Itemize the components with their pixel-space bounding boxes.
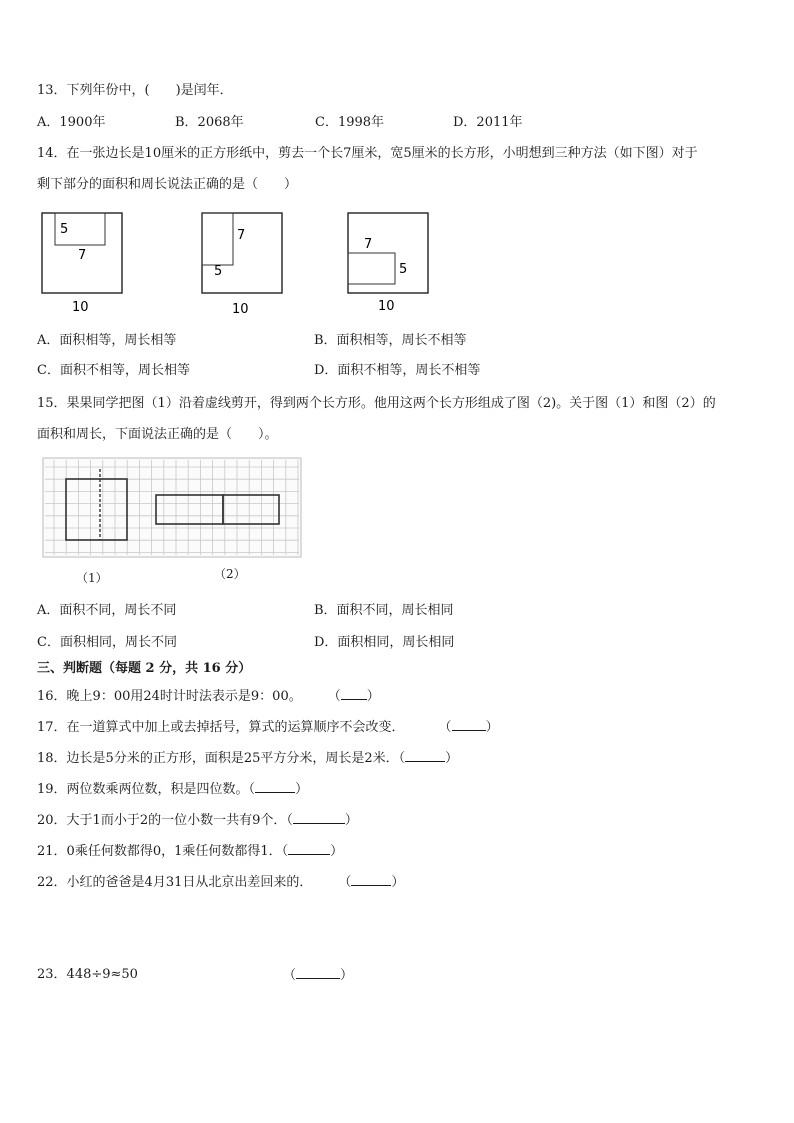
section-3-title: 三、判断题（每题 2 分，共 16 分） [37,661,252,676]
q18-text: 18．边长是5分米的正方形，面积是25平方分米，周长是2米． [37,751,399,766]
q16-answer-blank[interactable] [341,687,367,700]
fig1-label-width: 5 [60,222,69,237]
q22-answer-blank[interactable] [351,873,391,886]
q19-text: 19．两位数乘两位数，积是四位数。 [37,782,249,797]
q14-figures [30,205,490,325]
q21: 21．0乘任何数都得0，1乘任何数都得1．（ ） [37,844,344,859]
q19-answer-blank[interactable] [255,780,295,793]
q15-stem-line1: 15．果果同学把图（1）沿着虚线剪开，得到两个长方形。他用这两个长方形组成了图（2)。关于图（1）和图（2）的 [37,396,716,411]
fig1-label-length: 7 [78,248,87,263]
q13-option-a[interactable]: A．1900年 [37,115,106,130]
q23-answer-blank[interactable] [296,966,340,979]
q18-answer-blank[interactable] [405,749,445,762]
q14-figure-1 [42,213,122,315]
q15-grid-figure [42,455,304,559]
q17: 17．在一道算式中加上或去掉括号，算式的运算顺序不会改变． （ ） [37,720,499,735]
q23-answer: （ ） [283,968,354,983]
fig3-label-side: 10 [378,299,395,314]
q14-figure-2 [202,213,282,317]
q13-option-c[interactable]: C．1998年 [315,115,385,130]
q15-option-c[interactable]: C．面积相同，周长不同 [37,635,177,650]
q13-option-b[interactable]: B．2068年 [175,115,244,130]
fig3-label-length: 7 [364,237,373,252]
q15-stem-line2: 面积和周长，下面说法正确的是（ ）。 [37,427,278,442]
fig2-label-length: 7 [237,228,246,243]
q17-text: 17．在一道算式中加上或去掉括号，算式的运算顺序不会改变． [37,720,405,735]
q13-option-d[interactable]: D．2011年 [453,115,523,130]
fig3-label-width: 5 [399,262,408,277]
q15-option-a[interactable]: A．面积不同，周长不同 [37,603,177,618]
q14-option-d[interactable]: D．面积不相等，周长不相等 [314,363,481,378]
q22-text: 22．小红的爸爸是4月31日从北京出差回来的． [37,875,313,890]
q23-text: 23．448÷9≈50 [37,967,138,982]
q15-option-d[interactable]: D．面积相同，周长相同 [314,635,455,650]
fig1-label-side: 10 [72,300,89,315]
q16: 16．晚上9：00用24时计时法表示是9：00。 （ ） [37,689,380,704]
q14-figure-3 [348,213,428,314]
q15-caption-1: （1） [76,571,108,585]
q14-option-a[interactable]: A．面积相等，周长相等 [37,333,177,348]
q15-option-b[interactable]: B．面积不同，周长相同 [314,603,454,618]
q14-stem-line2: 剩下部分的面积和周长说法正确的是（ ） [37,177,298,192]
q14-option-b[interactable]: B．面积相等，周长不相等 [314,333,467,348]
q18: 18．边长是5分米的正方形，面积是25平方分米，周长是2米．（ ） [37,751,459,766]
q20: 20．大于1而小于2的一位小数一共有9个．（ ） [37,813,358,828]
q23 [37,966,138,984]
q20-text: 20．大于1而小于2的一位小数一共有9个． [37,813,287,828]
q13-stem: 13．下列年份中，( )是闰年． [37,83,233,98]
q19: 19．两位数乘两位数，积是四位数。（ ） [37,782,309,797]
fig2-label-side: 10 [232,302,249,317]
q15-caption-2: （2） [214,567,246,581]
q21-text: 21．0乘任何数都得0，1乘任何数都得1． [37,844,282,859]
fig2-label-width: 5 [214,264,223,279]
q17-answer-blank[interactable] [452,718,486,731]
q21-answer-blank[interactable] [288,842,330,855]
q20-answer-blank[interactable] [293,811,345,824]
q14-stem-line1: 14．在一张边长是10厘米的正方形纸中，剪去一个长7厘米，宽5厘米的长方形，小明想到三种方法（如下图）对于 [37,146,698,161]
q22: 22．小红的爸爸是4月31日从北京出差回来的． （ ） [37,875,405,890]
q16-text: 16．晚上9：00用24时计时法表示是9：00。 [37,689,302,704]
q14-option-c[interactable]: C．面积不相等，周长相等 [37,363,190,378]
